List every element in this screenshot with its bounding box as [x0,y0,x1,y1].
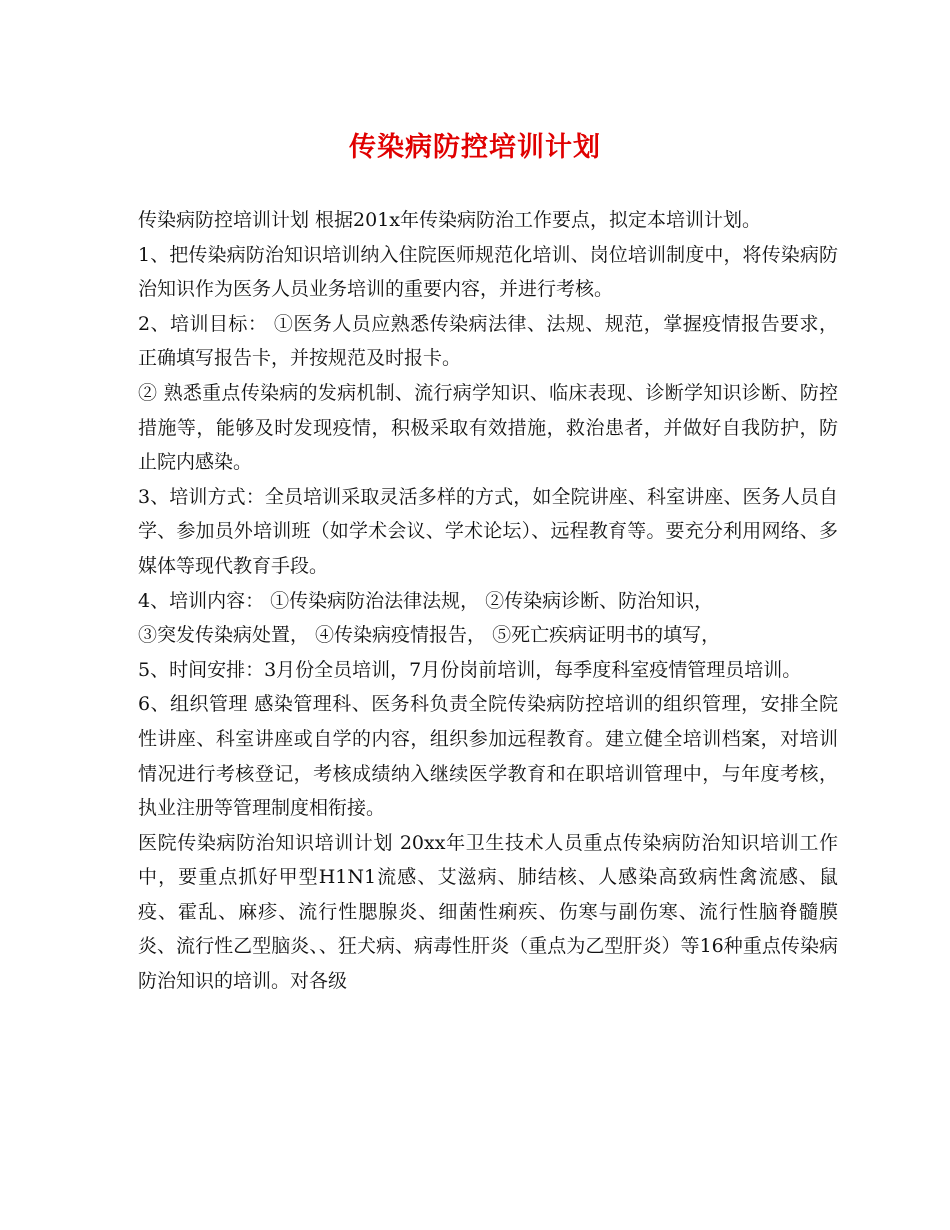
paragraph-item-3: 3、培训方式：全员培训采取灵活多样的方式，如全院讲座、科室讲座、医务人员自学、参加员外培训班（如学术会议、学术论坛）、远程教育等。要充分利用网络、多媒体等现代教育手段。 [138,485,838,577]
paragraph-item-4-cont: ③突发传染病处置， ④传染病疫情报告， ⑤死亡疾病证明书的填写， [138,624,721,647]
paragraph-item-6: 6、组织管理 感染管理科、医务科负责全院传染病防控培训的组织管理，安排全院性讲座、科室讲座或自学的内容，组织参加远程教育。建立健全培训档案，对培训情况进行考核登记，考核成绩纳入继续医学教育和在职培训管理中，与年度考核，执业注册等管理制度相衔接。 [138,693,838,820]
document-title: 传染病防控培训计划 [349,132,601,163]
paragraph-item-1: 1、把传染病防治知识培训纳入住院医师规范化培训、岗位培训制度中，将传染病防治知识作为医务人员业务培训的重要内容，并进行考核。 [138,243,838,301]
paragraph-item-4: 4、培训内容： ①传染病防治法律法规， ②传染病诊断、防治知识， [138,589,714,612]
paragraph-item-2: 2、培训目标： ①医务人员应熟悉传染病法律、法规、规范，掌握疫情报告要求，正确填写报告卡，并按规范及时报卡。 [138,312,838,370]
paragraph-item-5: 5、时间安排：3月份全员培训，7月份岗前培训，每季度科室疫情管理员培训。 [138,658,802,681]
paragraph-item-2-sub: ② 熟悉重点传染病的发病机制、流行病学知识、临床表现、诊断学知识诊断、防控措施等，能够及时发现疫情，积极采取有效措施，救治患者，并做好自我防护，防止院内感染。 [138,381,838,474]
document-body [138,203,838,999]
paragraph-hospital-plan: 医院传染病防治知识培训计划 20xx年卫生技术人员重点传染病防治知识培训工作中，要重点抓好甲型H1N1流感、艾滋病、肺结核、人感染高致病性禽流感、鼠疫、霍乱、麻疹、流行性腮腺炎、细菌性痢疾、伤寒与副伤寒、流行性脑脊髓膜炎、流行性乙型脑炎、、狂犬病、病毒性肝炎（重点为乙型肝炎）等16种重点传染病防治知识的培训。对各级 [138,831,838,993]
paragraph-intro: 传染病防控培训计划 根据201x年传染病防治工作要点，拟定本培训计划。 [138,209,762,231]
